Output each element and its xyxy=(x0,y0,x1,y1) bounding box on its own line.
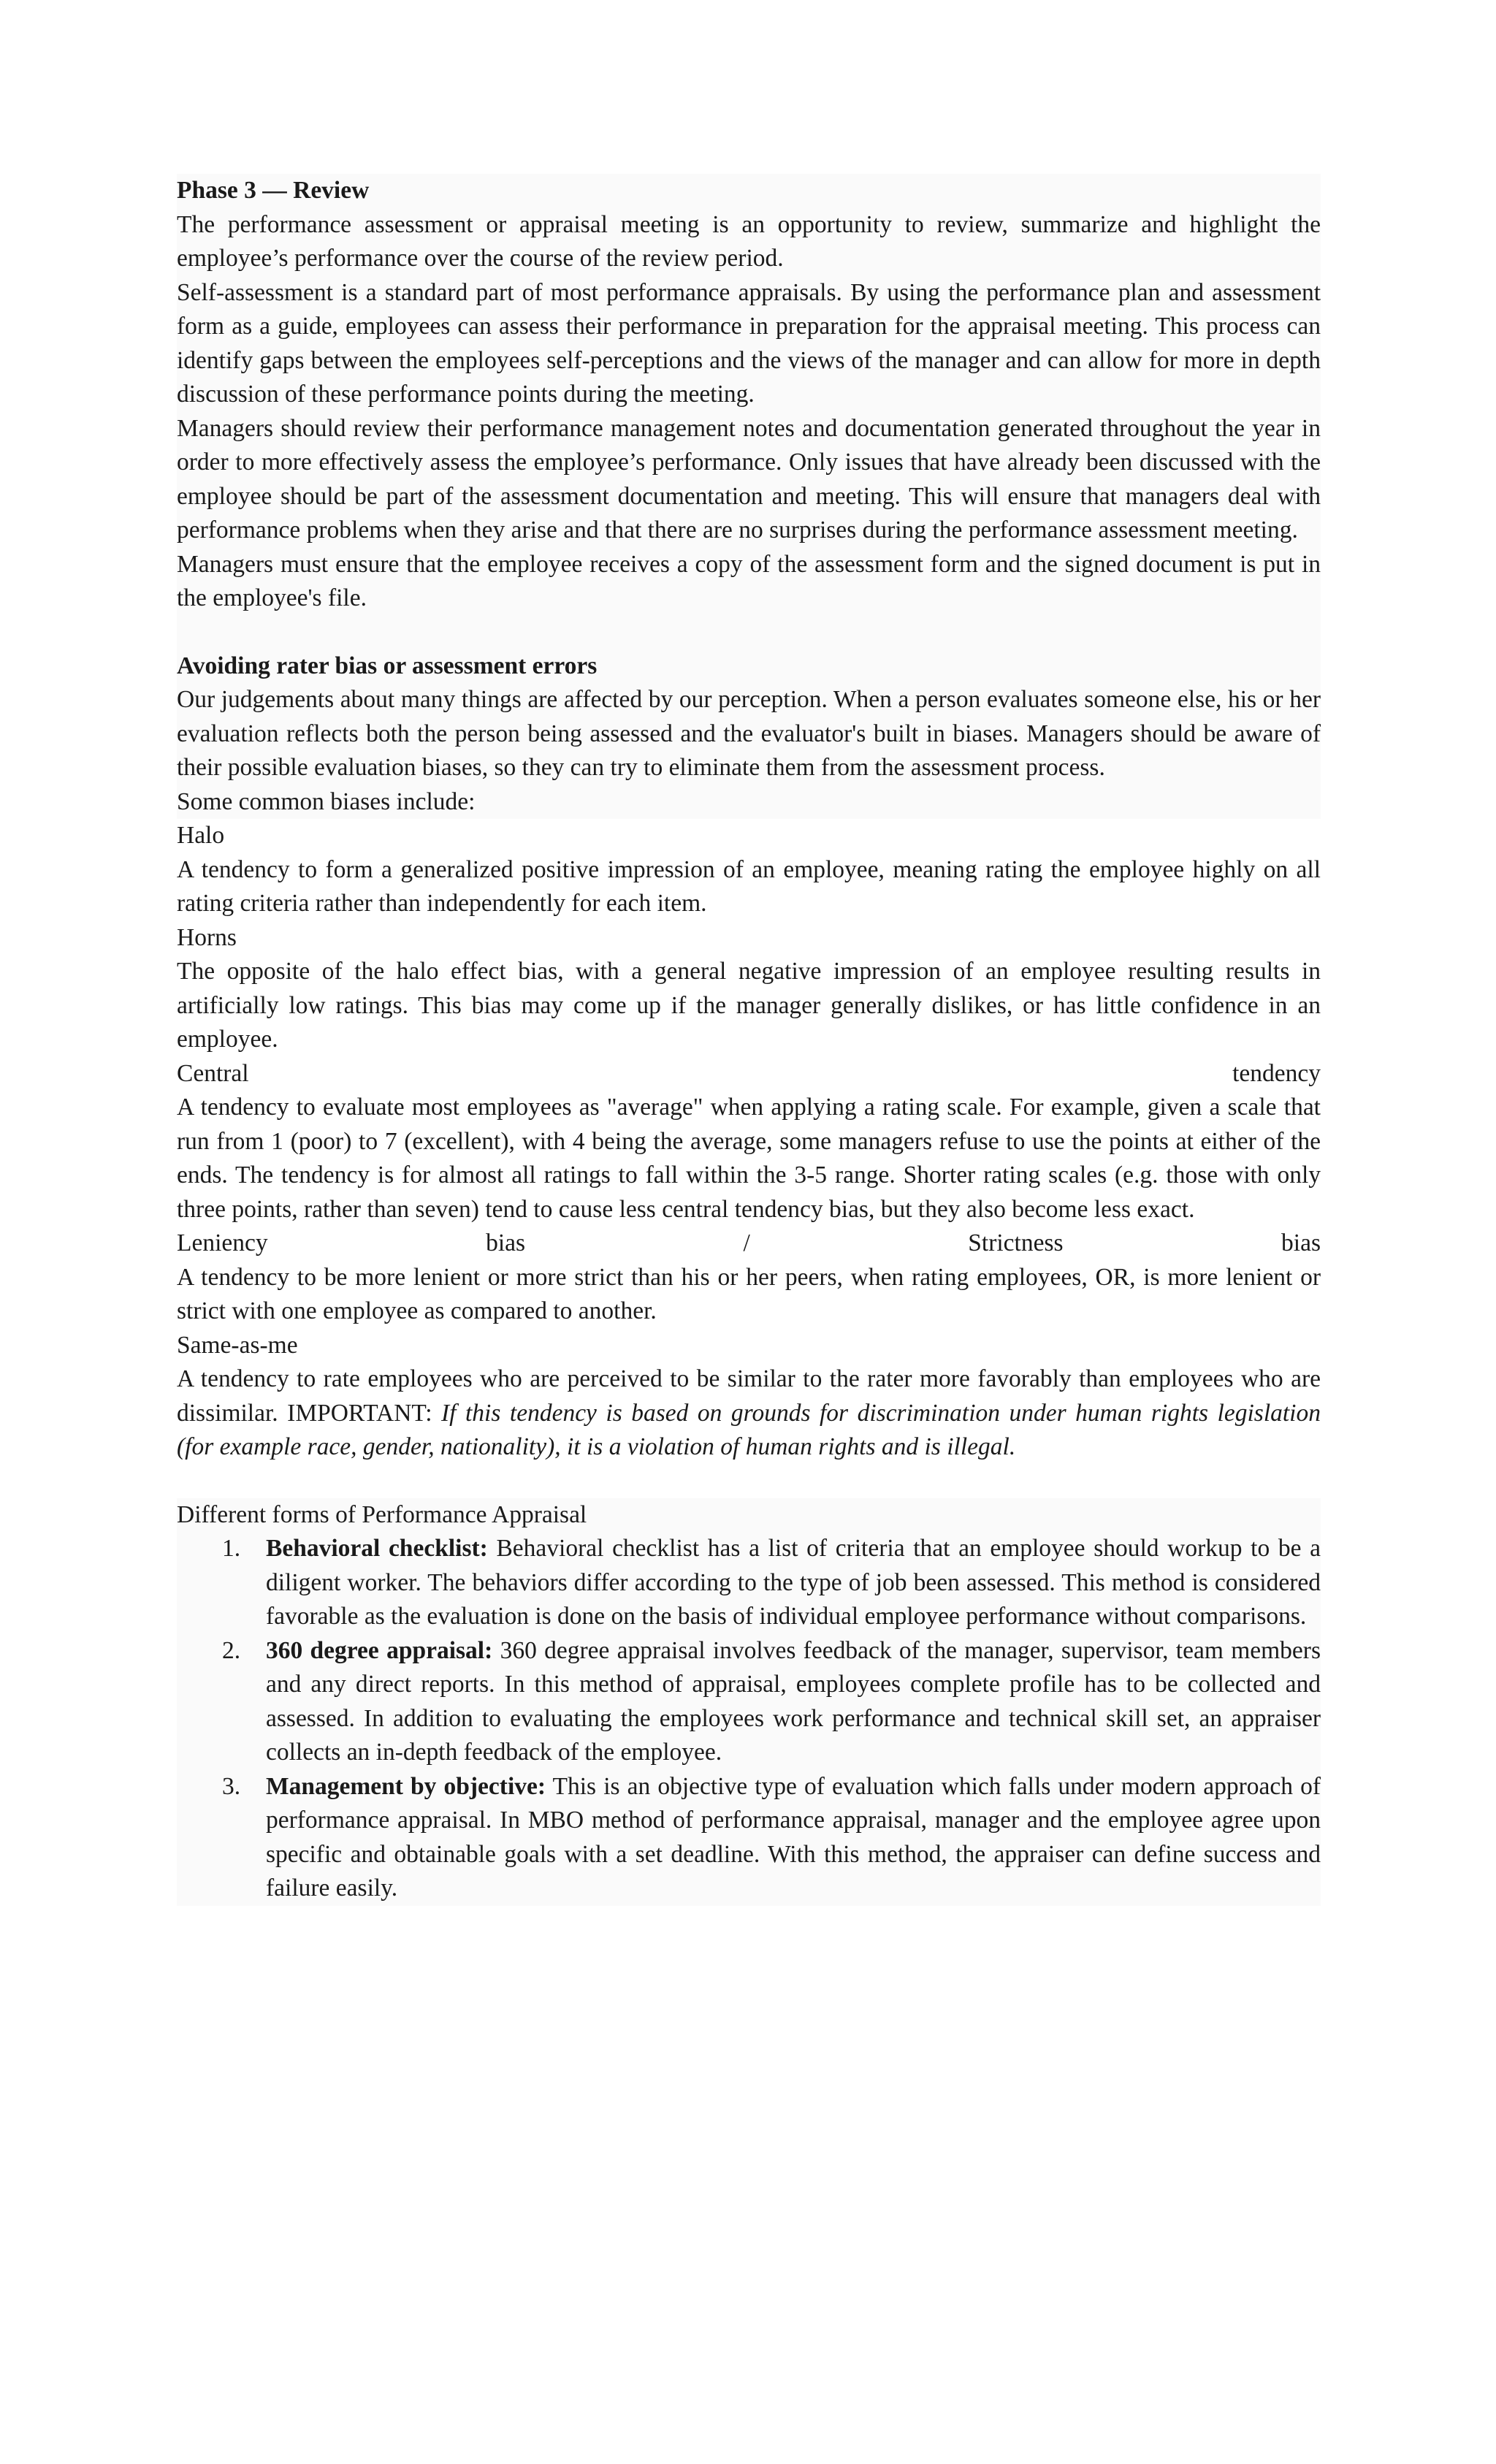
list-item-number: 1. xyxy=(222,1535,241,1562)
central-tendency-title xyxy=(177,1057,1321,1091)
phase3-paragraph-3: Managers should review their performance management notes and documentation generated throughout the year in order to more effectively assess the employee’s performance. Only issues that have already been discussed with the employee should be part of the assessment documentation and meeting. This will ensure that managers deal with performance problems when they arise and that there are no surprises during the performance assessment meeting. xyxy=(177,414,1321,543)
forms-section xyxy=(177,1498,1321,1906)
list-item-text: Behavioral checklist has a list of criteria that an employee should workup to be a diligent worker. The behaviors differ according to the type of job been assessed. This method is considered favorable as the evaluation is done on the basis of individual employee performance without comparisons. xyxy=(266,1535,1321,1630)
same-as-me-text-plain: A tendency to rate employees who are perceived to be similar to the rater more favorably than employees who are dissimilar. IMPORTANT: xyxy=(177,1365,1321,1427)
halo-title: Halo xyxy=(177,822,225,849)
same-as-me-text-italic: If this tendency is based on grounds for discrimination under human rights legislation (for example race, gender, nationality), it is a violation of human rights and is illegal. xyxy=(177,1399,1321,1460)
list-item-number: 3. xyxy=(222,1772,241,1800)
same-as-me-title: Same-as-me xyxy=(177,1331,298,1359)
same-as-me-text xyxy=(177,1362,1321,1465)
phase3-paragraph-1: The performance assessment or appraisal meeting is an opportunity to review, summarize and highlight the employee’s performance over the course of the review period. xyxy=(177,210,1321,272)
list-item xyxy=(222,1634,1321,1770)
phase3-heading: Phase 3 — Review xyxy=(177,177,370,204)
list-item xyxy=(222,1770,1321,1906)
horns-title: Horns xyxy=(177,923,237,951)
central-tendency-text: A tendency to evaluate most employees as "average" when applying a rating scale. For example, given a scale that run from 1 (poor) to 7 (excellent), with 4 being the average, some managers refuse to use the points at either of the ends. The tendency is for almost all ratings to fall within the 3-5 range. Shorter rating scales (e.g. those with only three points, rather than seven) tend to cause less central tendency bias, but they also become less exact. xyxy=(177,1094,1321,1223)
tendency-word: tendency xyxy=(1232,1059,1321,1087)
phase3-section xyxy=(177,174,1321,649)
list-item-text: 360 degree appraisal involves feedback of the manager, supervisor, team members and any direct reports. In this method of appraisal, employees complete profile has to be collected and assessed. In addition to evaluating the employees work performance and technical skill set, an appraiser collects an in-depth feedback of the employee. xyxy=(266,1636,1321,1766)
bias-intro: Our judgements about many things are affected by our perception. When a person evaluates someone else, his or her evaluation reflects both the person being assessed and the evaluator's built in biases. Managers should be aware of their possible evaluation biases, so they can try to eliminate them from the assessment process. xyxy=(177,686,1321,781)
list-item xyxy=(222,1532,1321,1634)
list-item-label: 360 degree appraisal: xyxy=(266,1636,493,1664)
list-item-label: Management by objective: xyxy=(266,1772,546,1800)
phase3-paragraph-2: Self-assessment is a standard part of most performance appraisals. By using the performance plan and assessment form as a guide, employees can assess their performance in preparation for the appraisal meeting. This process can identify gaps between the employees self-perceptions and the views of the manager and can allow for more in depth discussion of these performance points during the meeting. xyxy=(177,278,1321,408)
forms-list xyxy=(177,1532,1321,1906)
leniency-word-5: bias xyxy=(1281,1229,1321,1256)
bias-heading: Avoiding rater bias or assessment errors xyxy=(177,652,598,679)
forms-title: Different forms of Performance Appraisal xyxy=(177,1500,587,1528)
leniency-text: A tendency to be more lenient or more strict than his or her peers, when rating employees, OR, is more lenient or strict with one employee as compared to another. xyxy=(177,1263,1321,1324)
bias-intro-section xyxy=(177,649,1321,820)
leniency-title xyxy=(177,1227,1321,1261)
document-page xyxy=(177,174,1321,1906)
bias-list xyxy=(177,819,1321,1498)
central-word: Central xyxy=(177,1059,249,1087)
list-item-label: Behavioral checklist: xyxy=(266,1535,488,1562)
bias-common-label: Some common biases include: xyxy=(177,787,476,815)
leniency-word-3: / xyxy=(743,1229,750,1256)
leniency-word-1: Leniency xyxy=(177,1229,268,1256)
halo-text: A tendency to form a generalized positive impression of an employee, meaning rating the employee highly on all rating criteria rather than independently for each item. xyxy=(177,855,1321,917)
leniency-word-4: Strictness xyxy=(968,1229,1064,1256)
horns-text: The opposite of the halo effect bias, with a general negative impression of an employee resulting results in artificially low ratings. This bias may come up if the manager generally dislikes, or has little confidence in an employee. xyxy=(177,958,1321,1053)
leniency-word-2: bias xyxy=(486,1229,526,1256)
list-item-number: 2. xyxy=(222,1636,241,1664)
list-item-text: This is an objective type of evaluation which falls under modern approach of performance appraisal. In MBO method of performance appraisal, manager and the employee agree upon specific and obtainable goals with a set deadline. With this method, the appraiser can define success and failure easily. xyxy=(266,1772,1321,1902)
phase3-paragraph-4: Managers must ensure that the employee receives a copy of the assessment form and the signed document is put in the employee's file. xyxy=(177,550,1321,611)
